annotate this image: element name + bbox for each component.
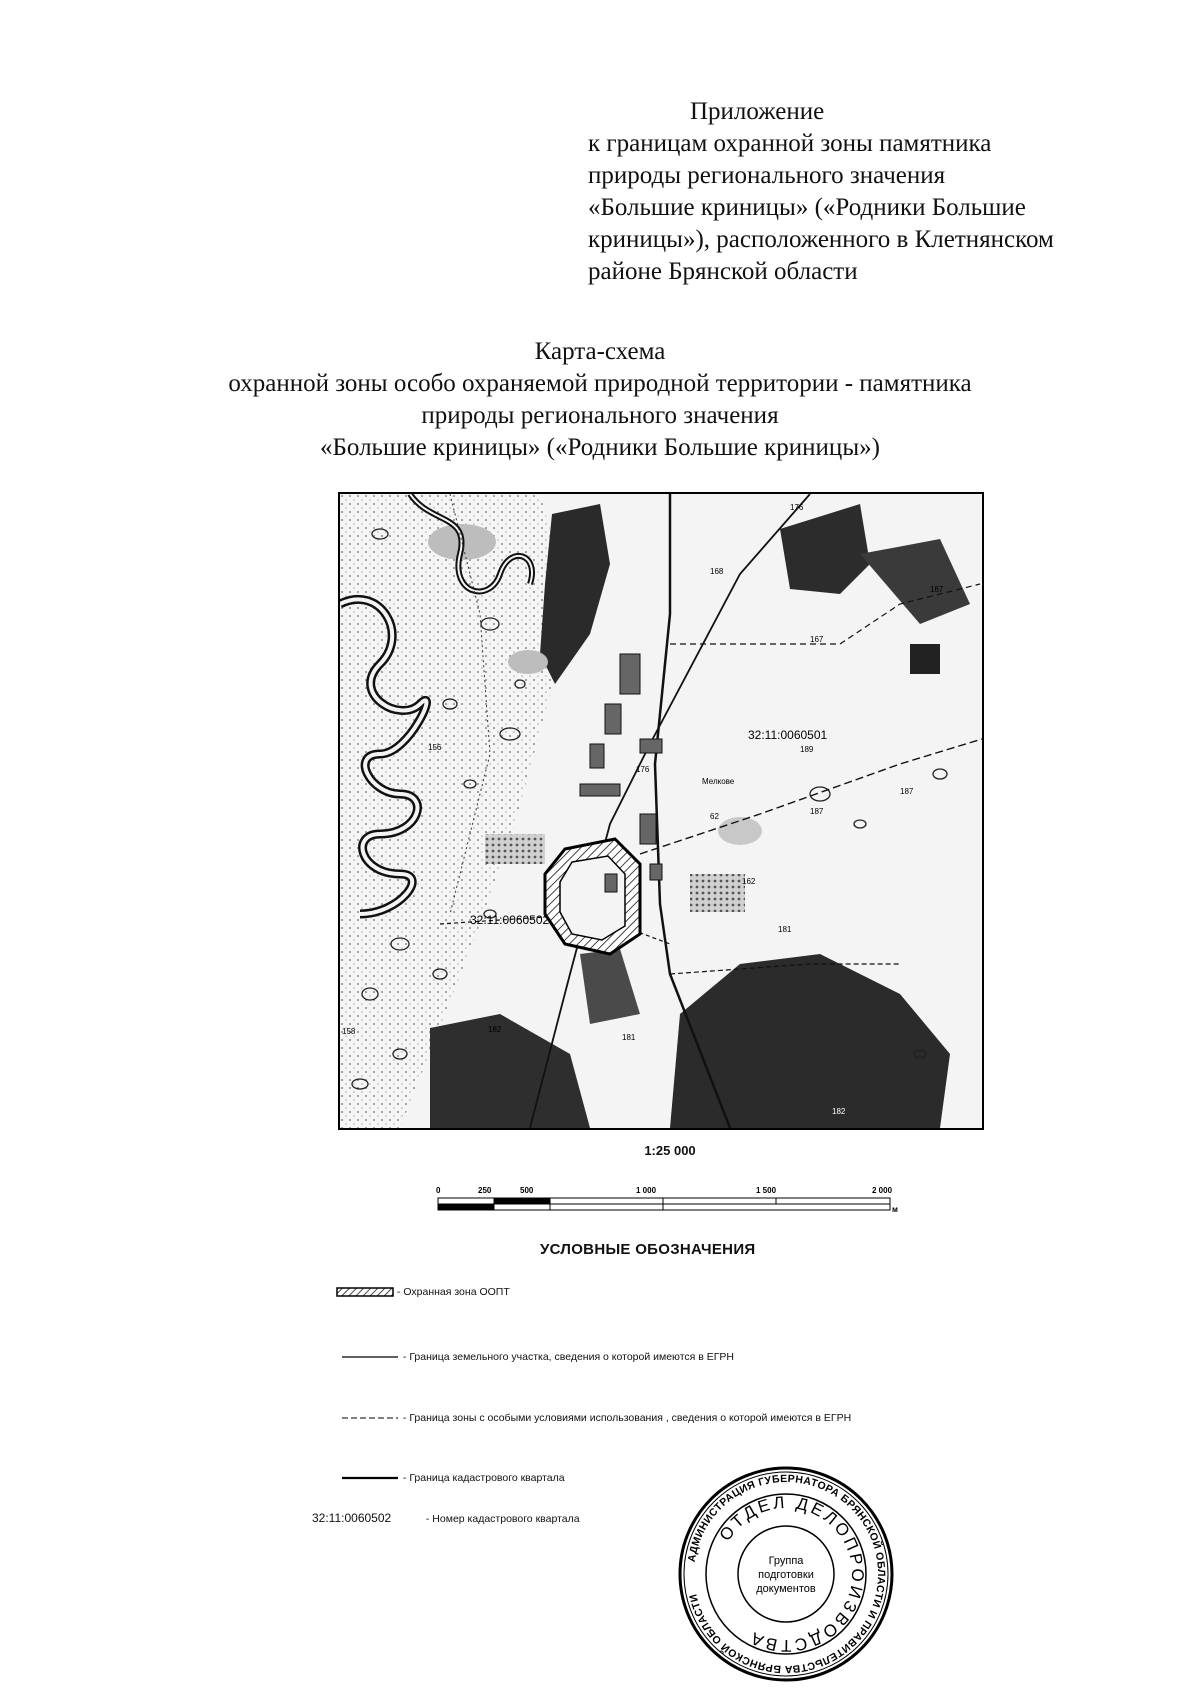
title-line: природы регионального значения xyxy=(421,402,779,429)
map-number: 158 xyxy=(342,1027,356,1036)
stamp-center-line: подготовки xyxy=(758,1569,814,1581)
appendix-line: Приложение xyxy=(690,98,825,125)
map-number: 187 xyxy=(810,807,824,816)
scale-segments xyxy=(438,1198,890,1210)
legend-item-special-zone-boundary xyxy=(342,1412,851,1424)
legend-label: - Номер кадастрового квартала xyxy=(425,1513,580,1525)
legend-item-land-plot-boundary xyxy=(342,1351,734,1363)
map-number: 189 xyxy=(800,745,814,754)
stamp-inner-text: ОТДЕЛ ДЕЛОПРОИЗВОДСТВА xyxy=(715,1492,868,1656)
scale-tick-label: 1 500 xyxy=(756,1186,777,1195)
legend-label: - Граница земельного участка, сведения о которой имеются в ЕГРН xyxy=(402,1351,735,1363)
map-scheme xyxy=(338,492,984,1130)
title-line: охранной зоны особо охраняемой природной территории - памятника xyxy=(228,370,972,397)
legend-item-protected-zone xyxy=(336,1286,510,1298)
stamp-center-line: Группа xyxy=(768,1555,804,1567)
map-number: 62 xyxy=(710,812,719,821)
cadastral-label: 32:11:0060502 xyxy=(470,913,550,927)
map-number: 182 xyxy=(832,1107,846,1116)
map-number: 187 xyxy=(900,787,914,796)
appendix-line: криницы»), расположенного в Клетнянском xyxy=(588,226,1054,253)
protected-zone-core xyxy=(560,856,625,940)
official-stamp xyxy=(676,1464,896,1684)
legend-label: - Охранная зона ООПТ xyxy=(396,1286,510,1298)
scale-unit: м xyxy=(892,1205,898,1214)
thick-line-symbol xyxy=(342,1474,400,1482)
title-line: «Большие криницы» («Родники Большие криницы») xyxy=(320,434,880,461)
hatch-symbol xyxy=(336,1287,394,1297)
map-number: 176 xyxy=(636,765,650,774)
legend-label: - Граница зоны с особыми условиями использования , сведения о которой имеются в ЕГРН xyxy=(402,1412,852,1424)
wetland-spot xyxy=(508,650,548,674)
map-number: 182 xyxy=(488,1025,502,1034)
map-number: 168 xyxy=(710,567,724,576)
map-drawing xyxy=(340,494,982,1128)
orchard-area xyxy=(485,834,545,864)
legend-label: - Граница кадастрового квартала xyxy=(402,1472,565,1484)
legend-item-cadastral-quarter-boundary xyxy=(342,1472,565,1484)
scale-tick-label: 0 xyxy=(436,1186,441,1195)
map-number: 181 xyxy=(622,1033,636,1042)
legend-item-cadastral-number xyxy=(312,1511,580,1525)
scale-bar xyxy=(420,1184,920,1224)
map-number: 187 xyxy=(930,585,944,594)
scale-tick-label: 250 xyxy=(478,1186,492,1195)
cadastral-label: 32:11:0060501 xyxy=(748,728,828,742)
wetland-spot xyxy=(718,817,762,845)
legend-title: УСЛОВНЫЕ ОБОЗНАЧЕНИЯ xyxy=(540,1241,756,1258)
appendix-line: природы регионального значения xyxy=(588,162,946,189)
stamp-outer-text: АДМИНИСТРАЦИЯ ГУБЕРНАТОРА БРЯНСКОЙ ОБЛАСТИ И ПРАВИТЕЛЬСТВА БРЯНСКОЙ ОБЛАСТИ xyxy=(685,1472,888,1676)
appendix-header xyxy=(0,96,1200,288)
scale-label: 1:25 000 xyxy=(644,1143,696,1158)
map-number: 167 xyxy=(810,635,824,644)
stamp-center-line: документов xyxy=(756,1583,816,1595)
cadastral-sample: 32:11:0060502 xyxy=(312,1511,392,1525)
dashed-line-symbol xyxy=(342,1414,400,1422)
solid-line-symbol xyxy=(342,1353,400,1361)
scale-tick-label: 1 000 xyxy=(636,1186,657,1195)
appendix-line: районе Брянской области xyxy=(588,258,858,285)
forest-area xyxy=(910,644,940,674)
appendix-line: к границам охранной зоны памятника xyxy=(588,130,992,157)
place-label: Мелкове xyxy=(702,777,735,786)
scale-tick-label: 2 000 xyxy=(872,1186,893,1195)
orchard-area xyxy=(690,874,745,912)
map-number: 156 xyxy=(428,743,442,752)
map-number: 176 xyxy=(790,503,804,512)
appendix-line: «Большие криницы» («Родники Большие xyxy=(588,194,1026,221)
title-line: Карта-схема xyxy=(534,338,666,365)
scale-tick-label: 500 xyxy=(520,1186,534,1195)
document-title xyxy=(0,336,1200,464)
map-number: 162 xyxy=(742,877,756,886)
map-number: 181 xyxy=(778,925,792,934)
